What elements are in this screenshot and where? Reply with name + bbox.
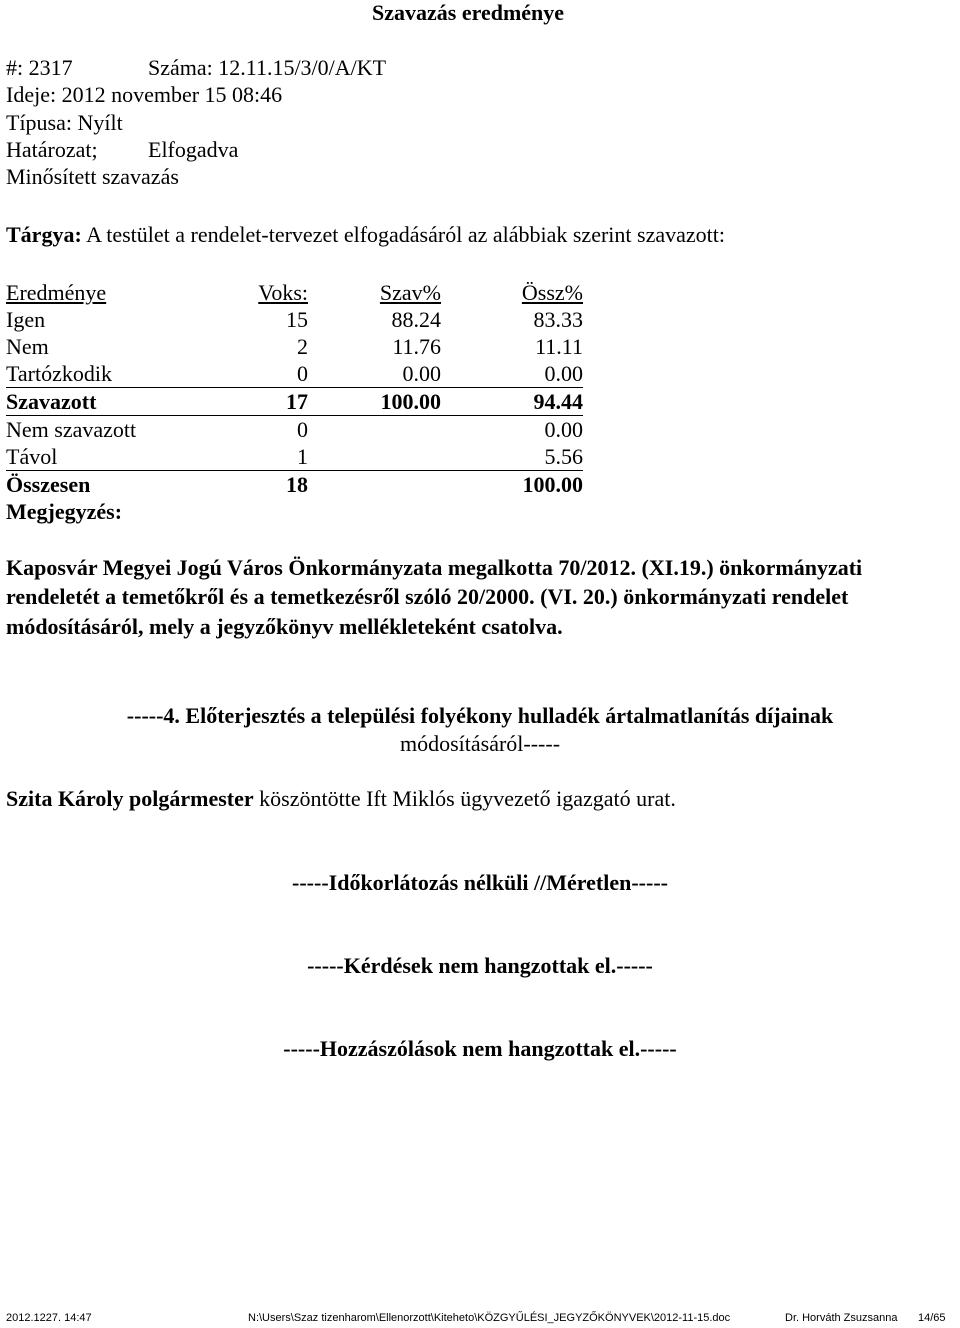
row-ossz: 5.56 — [441, 443, 583, 471]
results-header-row — [6, 279, 583, 306]
results-table — [6, 279, 583, 525]
row-ossz: 94.44 — [441, 388, 583, 416]
vote-type: Típusa: Nyílt — [6, 110, 123, 135]
greeting-text: köszöntötte Ift Miklós ügyvezető igazgató urat. — [253, 786, 676, 811]
footer-author: Dr. Horváth Zsuzsanna — [785, 1312, 898, 1324]
row-label: Szavazott — [6, 388, 176, 416]
table-row — [6, 443, 583, 471]
row-ossz: 83.33 — [533, 307, 583, 332]
row-szav: 88.24 — [391, 307, 441, 332]
row-szav: 100.00 — [308, 388, 441, 416]
row-votes: 17 — [176, 388, 308, 416]
footer-date: 2012.1227. 14:47 — [6, 1312, 92, 1324]
agenda-title-cont: módosításáról----- — [399, 731, 561, 756]
row-label: Nem szavazott — [6, 417, 137, 442]
row-szav: 0.00 — [308, 360, 441, 388]
vote-number: Száma: 12.11.15/3/0/A/KT — [148, 55, 387, 80]
speaker-name: Szita Károly polgármester — [6, 786, 254, 811]
row-ossz: 0.00 — [544, 417, 583, 442]
row-votes: 2 — [297, 334, 308, 359]
vote-id: #: 2317 — [6, 55, 73, 80]
row-label: Összesen — [6, 472, 91, 497]
table-row — [6, 471, 583, 499]
row-votes: 1 — [176, 443, 308, 471]
questions-note: -----Kérdések nem hangzottak el.----- — [307, 953, 653, 978]
table-row — [6, 416, 583, 444]
row-ossz: 0.00 — [441, 360, 583, 388]
header-szav: Szav% — [379, 280, 441, 305]
table-row — [6, 306, 583, 333]
row-ossz: 100.00 — [522, 472, 583, 497]
vote-time: Ideje: 2012 november 15 08:46 — [6, 82, 283, 107]
header-votes: Voks: — [258, 280, 308, 305]
decision-text-line: módosításáról, mely a jegyzőkönyv mellékleteként csatolva. — [6, 614, 563, 639]
decision-value: Elfogadva — [148, 137, 239, 162]
qualified-vote: Minősített szavazás — [6, 164, 179, 189]
agenda-title: -----4. Előterjesztés a települési folyékony hulladék ártalmatlanítás díjainak — [126, 703, 834, 728]
note-label: Megjegyzés: — [6, 499, 123, 524]
row-ossz: 11.11 — [535, 334, 583, 359]
header-result: Eredménye — [6, 280, 107, 305]
subject-label: Tárgya: — [6, 222, 82, 247]
row-votes: 15 — [286, 307, 308, 332]
row-label: Távol — [6, 443, 176, 471]
agenda-title-line — [0, 731, 960, 757]
time-limit-note: -----Időkorlátozás nélküli //Méretlen----- — [292, 870, 668, 895]
row-votes: 18 — [286, 472, 308, 497]
decision-text-line: Kaposvár Megyei Jogú Város Önkormányzata megalkotta 70/2012. (XI.19.) önkormányzati — [6, 555, 863, 580]
row-szav: 11.76 — [392, 334, 441, 359]
row-szav — [308, 471, 441, 499]
row-label: Igen — [6, 307, 46, 332]
decision-text-line: rendeletét a temetőkről és a temetkezésről szóló 20/2000. (VI. 20.) önkormányzati rendelet — [6, 584, 849, 609]
row-szav — [308, 416, 441, 444]
row-label: Nem — [6, 334, 49, 359]
subject-line — [6, 222, 725, 248]
page-title: Szavazás eredménye — [372, 0, 565, 25]
row-szav — [308, 443, 441, 471]
greeting-line — [6, 786, 676, 812]
table-row — [6, 333, 583, 360]
table-row — [6, 498, 583, 525]
footer-path: N:\Users\Szaz tizenharom\Ellenorzott\Kiteheto\KÖZGYŰLÉSI_JEGYZŐKÖNYVEK\2012-11-15.doc — [248, 1312, 731, 1324]
table-row — [6, 360, 583, 388]
row-label: Tartózkodik — [6, 360, 176, 388]
row-votes: 0 — [176, 360, 308, 388]
header-ossz: Össz% — [521, 280, 583, 305]
agenda-title-line — [0, 703, 960, 729]
footer-page: 14/65 — [918, 1312, 946, 1324]
table-row — [6, 388, 583, 416]
subject-text: A testület a rendelet-tervezet elfogadásáról az alábbiak szerint szavazott: — [86, 222, 725, 247]
comments-note: -----Hozzászólások nem hangzottak el.----- — [283, 1036, 677, 1061]
row-votes: 0 — [297, 417, 308, 442]
decision-label: Határozat; — [6, 137, 98, 162]
